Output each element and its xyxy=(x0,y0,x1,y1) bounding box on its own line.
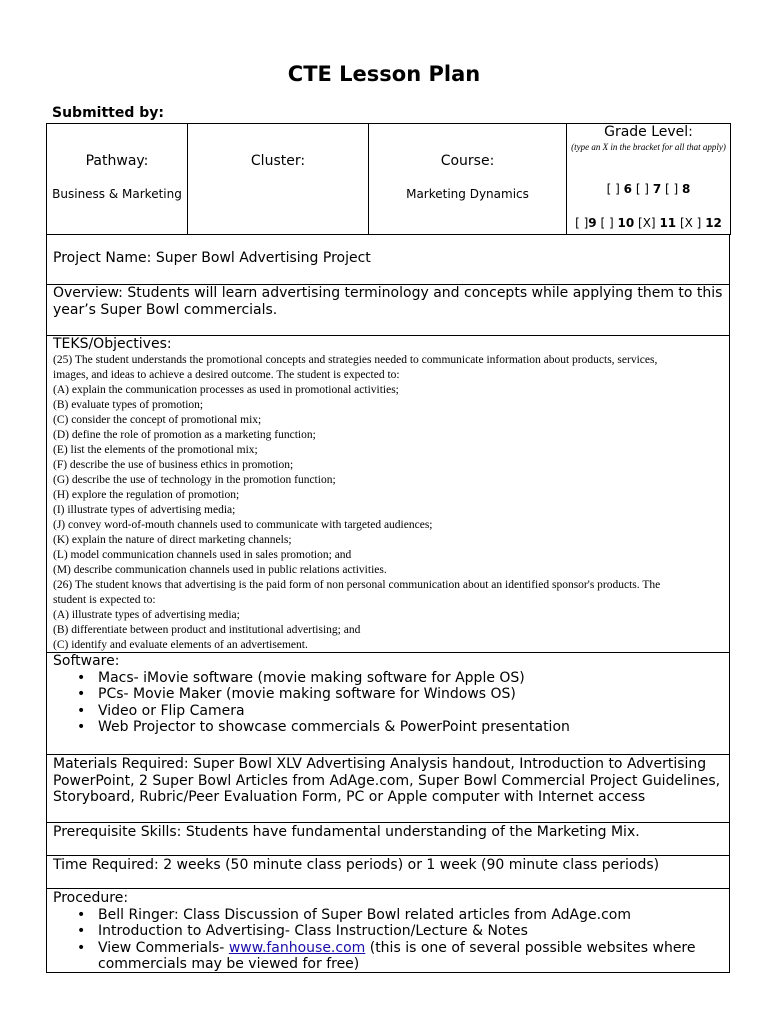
grade-options-row-1 xyxy=(567,182,730,196)
fanhouse-link[interactable]: www.fanhouse.com xyxy=(228,939,366,956)
overview-section xyxy=(46,285,730,336)
procedure-section xyxy=(46,889,730,973)
grade-checkbox-8[interactable]: [ ] 8 xyxy=(665,182,691,196)
bullet-icon: • xyxy=(77,719,86,735)
submitted-by-label: Submitted by: xyxy=(52,105,164,121)
procedure-heading: Procedure: xyxy=(53,890,129,906)
teks-objective-line: (G) describe the use of technology in the promotion function; xyxy=(53,473,336,486)
bullet-icon: • xyxy=(77,906,86,923)
pathway-value: Business & Marketing xyxy=(52,187,182,201)
course-cell xyxy=(369,124,567,235)
project-name-section xyxy=(46,234,730,285)
grade-checkbox-7[interactable]: [ ] 7 xyxy=(635,182,662,196)
teks-objective-line: images, and ideas to achieve a desired outcome. The student is expected to: xyxy=(53,368,400,381)
grade-checkbox-9[interactable]: [ ]9 xyxy=(575,216,597,230)
procedure-item: • View Commerials- www.fanhouse.com (this is one of several possible websites where commercials may be viewed for free) xyxy=(77,939,696,972)
grade-level-cell xyxy=(567,124,731,235)
teks-objective-line: student is expected to: xyxy=(53,593,156,606)
software-item: • Video or Flip Camera xyxy=(77,702,245,719)
teks-objective-line: (26) The student knows that advertising is the paid form of non personal communication about an identified sponsor's products. The xyxy=(53,578,661,591)
teks-objective-line: (25) The student understands the promotional concepts and strategies needed to communicate information about products, services, xyxy=(53,353,658,366)
materials-line-1: Materials Required: Super Bowl XLV Advertising Analysis handout, Introduction to Advertising xyxy=(53,756,707,772)
project-name-text: Project Name: Super Bowl Advertising Project xyxy=(53,250,371,266)
overview-line-1: Overview: Students will learn advertising terminology and concepts while applying them to this xyxy=(53,285,723,301)
grade-level-label: Grade Level: xyxy=(604,124,693,140)
time-required-section xyxy=(46,856,730,889)
bullet-icon: • xyxy=(77,939,86,956)
teks-objective-line: (C) identify and evaluate elements of an advertisement. xyxy=(53,638,308,651)
bullet-icon: • xyxy=(77,686,86,702)
teks-section xyxy=(46,336,730,653)
bullet-icon: • xyxy=(77,923,86,939)
course-value: Marketing Dynamics xyxy=(406,187,529,201)
page-title: CTE Lesson Plan xyxy=(287,62,481,86)
course-label: Course: xyxy=(440,153,495,169)
teks-objective-line: (H) explore the regulation of promotion; xyxy=(53,488,240,501)
teks-objectives-list xyxy=(53,353,723,653)
teks-objective-line: (M) describe communication channels used in public relations activities. xyxy=(53,563,387,576)
cluster-cell xyxy=(188,124,369,235)
bullet-icon: • xyxy=(77,702,86,719)
teks-objective-line: (L) model communication channels used in sales promotion; and xyxy=(53,548,352,561)
grade-level-note: (type an X in the bracket for all that apply) xyxy=(571,142,726,152)
software-list xyxy=(53,670,723,736)
grade-checkbox-6[interactable]: [ ] 6 xyxy=(606,182,632,196)
grade-checkbox-11[interactable]: [X] 11 xyxy=(638,216,677,230)
teks-objective-line: (B) differentiate between product and institutional advertising; and xyxy=(53,623,361,636)
header-table xyxy=(46,123,731,235)
teks-heading: TEKS/Objectives: xyxy=(53,336,172,352)
software-item: • PCs- Movie Maker (movie making software for Windows OS) xyxy=(77,686,516,702)
materials-line-3: Storyboard, Rubric/Peer Evaluation Form, PC or Apple computer with Internet access xyxy=(53,789,646,805)
procedure-list xyxy=(53,907,723,973)
software-heading: Software: xyxy=(53,653,120,669)
software-section xyxy=(46,653,730,755)
grade-checkbox-12[interactable]: [X ] 12 xyxy=(679,216,722,230)
teks-objective-line: (C) consider the concept of promotional mix; xyxy=(53,413,262,426)
teks-objective-line: (K) explain the nature of direct marketing channels; xyxy=(53,533,292,546)
software-item: • Macs- iMovie software (movie making software for Apple OS) xyxy=(77,669,525,686)
prerequisite-text: Prerequisite Skills: Students have fundamental understanding of the Marketing Mix. xyxy=(53,824,640,840)
software-item: • Web Projector to showcase commercials & PowerPoint presentation xyxy=(77,719,570,735)
teks-objective-line: (A) illustrate types of advertising media; xyxy=(53,608,240,621)
cluster-label: Cluster: xyxy=(250,153,306,169)
procedure-item: • Bell Ringer: Class Discussion of Super Bowl related articles from AdAge.com xyxy=(77,906,631,923)
grade-options-row-2 xyxy=(567,216,730,230)
pathway-label: Pathway: xyxy=(85,153,149,169)
teks-objective-line: (E) list the elements of the promotional mix; xyxy=(53,443,258,456)
teks-objective-line: (D) define the role of promotion as a marketing function; xyxy=(53,428,316,441)
teks-objective-line: (I) illustrate types of advertising media; xyxy=(53,503,236,516)
teks-objective-line: (A) explain the communication processes as used in promotional activities; xyxy=(53,383,399,396)
grade-checkbox-10[interactable]: [ ] 10 xyxy=(600,216,635,230)
teks-objective-line: (F) describe the use of business ethics in promotion; xyxy=(53,458,294,471)
procedure-item: • Introduction to Advertising- Class Instruction/Lecture & Notes xyxy=(77,923,528,939)
pathway-cell xyxy=(47,124,188,235)
materials-section xyxy=(46,755,730,823)
overview-line-2: year’s Super Bowl commercials. xyxy=(53,301,278,318)
teks-objective-line: (B) evaluate types of promotion; xyxy=(53,398,204,411)
materials-line-2: PowerPoint, 2 Super Bowl Articles from AdAge.com, Super Bowl Commercial Project Guidelines, xyxy=(53,772,721,789)
bullet-icon: • xyxy=(77,669,86,686)
time-required-text: Time Required: 2 weeks (50 minute class periods) or 1 week (90 minute class periods) xyxy=(53,857,660,873)
prerequisite-section xyxy=(46,823,730,856)
teks-objective-line: (J) convey word-of-mouth channels used to communicate with targeted audiences; xyxy=(53,518,433,531)
